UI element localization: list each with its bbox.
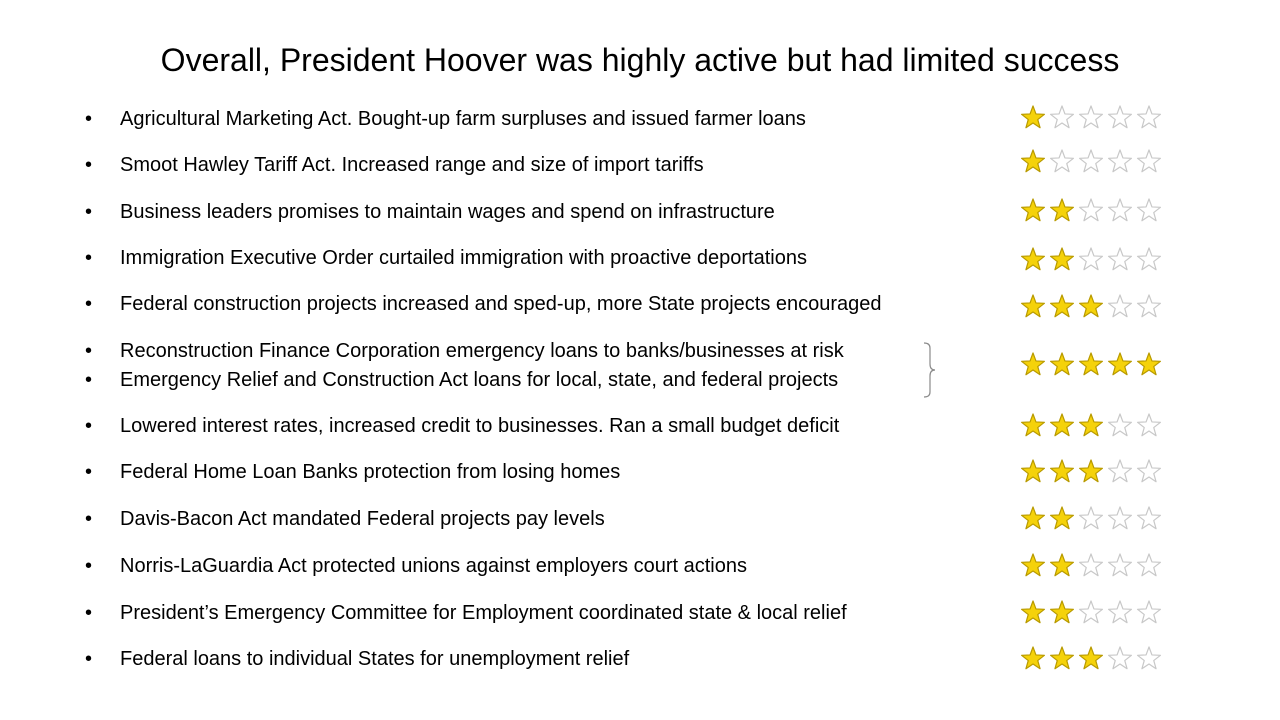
item-text: Davis-Bacon Act mandated Federal projects pay levels	[120, 508, 605, 530]
star-empty-icon	[1080, 199, 1103, 221]
item-text: Agricultural Marketing Act. Bought-up farm surpluses and issued farmer loans	[120, 108, 806, 130]
bullet: •	[85, 247, 93, 269]
star-empty-icon	[1080, 554, 1103, 576]
star-empty-icon	[1109, 647, 1132, 669]
star-empty-icon	[1138, 199, 1161, 221]
star-filled-icon	[1022, 295, 1045, 317]
item-text: Reconstruction Finance Corporation emergency loans to banks/businesses at risk	[120, 340, 844, 362]
star-filled-icon	[1051, 353, 1074, 375]
star-filled-icon	[1022, 507, 1045, 529]
item-text: Business leaders promises to maintain wages and spend on infrastructure	[120, 201, 775, 223]
star-rating	[1020, 197, 1165, 225]
star-rating	[1020, 293, 1165, 321]
star-filled-icon	[1022, 601, 1045, 623]
star-empty-icon	[1138, 414, 1161, 436]
star-empty-icon	[1080, 248, 1103, 270]
star-empty-icon	[1138, 106, 1161, 128]
star-empty-icon	[1138, 507, 1161, 529]
star-empty-icon	[1080, 106, 1103, 128]
star-filled-icon	[1051, 414, 1074, 436]
stars-svg	[1020, 505, 1165, 533]
star-filled-icon	[1022, 554, 1045, 576]
star-rating	[1020, 104, 1165, 132]
star-empty-icon	[1138, 248, 1161, 270]
star-filled-icon	[1051, 647, 1074, 669]
star-rating	[1020, 599, 1165, 627]
bullet: •	[85, 340, 93, 362]
star-filled-icon	[1080, 647, 1103, 669]
right-brace-icon	[920, 342, 940, 398]
item-text: Federal loans to individual States for unemployment relief	[120, 648, 630, 670]
stars-svg	[1020, 104, 1165, 132]
star-filled-icon	[1051, 507, 1074, 529]
star-filled-icon	[1022, 248, 1045, 270]
star-filled-icon	[1022, 199, 1045, 221]
star-empty-icon	[1109, 554, 1132, 576]
star-filled-icon	[1022, 106, 1045, 128]
stars-svg	[1020, 412, 1165, 440]
item-text: President’s Emergency Committee for Employment coordinated state & local relief	[120, 602, 847, 624]
star-rating	[1020, 552, 1165, 580]
bullet: •	[85, 369, 93, 391]
item-text: Smoot Hawley Tariff Act. Increased range and size of import tariffs	[120, 154, 704, 176]
star-rating	[1020, 412, 1165, 440]
star-empty-icon	[1109, 507, 1132, 529]
star-empty-icon	[1109, 199, 1132, 221]
star-filled-icon	[1022, 647, 1045, 669]
bullet: •	[85, 461, 93, 483]
bullet: •	[85, 293, 93, 315]
star-empty-icon	[1051, 150, 1074, 172]
item-text: Immigration Executive Order curtailed immigration with proactive deportations	[120, 247, 807, 269]
star-empty-icon	[1138, 554, 1161, 576]
star-empty-icon	[1109, 460, 1132, 482]
star-empty-icon	[1080, 601, 1103, 623]
star-filled-icon	[1051, 601, 1074, 623]
bullet: •	[85, 201, 93, 223]
star-filled-icon	[1080, 460, 1103, 482]
star-filled-icon	[1022, 460, 1045, 482]
stars-svg	[1020, 293, 1165, 321]
stars-svg	[1020, 645, 1165, 673]
bullet: •	[85, 648, 93, 670]
stars-svg	[1020, 458, 1165, 486]
item-text: Emergency Relief and Construction Act loans for local, state, and federal projects	[120, 369, 839, 391]
star-empty-icon	[1109, 295, 1132, 317]
star-filled-icon	[1022, 414, 1045, 436]
bullet: •	[85, 108, 93, 130]
bullet: •	[85, 555, 93, 577]
item-text: Norris-LaGuardia Act protected unions against employers court actions	[120, 555, 747, 577]
star-filled-icon	[1138, 353, 1161, 375]
slide-title: Overall, President Hoover was highly active but had limited success	[160, 42, 1120, 78]
bullet: •	[85, 602, 93, 624]
star-empty-icon	[1109, 106, 1132, 128]
stars-svg	[1020, 599, 1165, 627]
star-filled-icon	[1022, 353, 1045, 375]
bullet: •	[85, 154, 93, 176]
star-filled-icon	[1051, 295, 1074, 317]
star-filled-icon	[1109, 353, 1132, 375]
star-rating	[1020, 148, 1165, 176]
item-text: Federal Home Loan Banks protection from losing homes	[120, 461, 621, 483]
star-filled-icon	[1051, 248, 1074, 270]
star-rating	[1020, 458, 1165, 486]
star-empty-icon	[1109, 150, 1132, 172]
star-empty-icon	[1138, 295, 1161, 317]
star-filled-icon	[1051, 460, 1074, 482]
star-empty-icon	[1051, 106, 1074, 128]
star-empty-icon	[1109, 248, 1132, 270]
star-filled-icon	[1022, 150, 1045, 172]
star-empty-icon	[1138, 150, 1161, 172]
stars-svg	[1020, 197, 1165, 225]
star-rating	[1020, 246, 1165, 274]
stars-svg	[1020, 246, 1165, 274]
bullet: •	[85, 415, 93, 437]
star-rating	[1020, 505, 1165, 533]
star-rating	[1020, 351, 1165, 379]
stars-svg	[1020, 351, 1165, 379]
star-filled-icon	[1051, 554, 1074, 576]
star-filled-icon	[1080, 353, 1103, 375]
stars-svg	[1020, 552, 1165, 580]
star-empty-icon	[1080, 507, 1103, 529]
item-text: Federal construction projects increased and sped-up, more State projects encouraged	[120, 293, 882, 315]
star-empty-icon	[1109, 601, 1132, 623]
star-rating	[1020, 645, 1165, 673]
star-empty-icon	[1138, 647, 1161, 669]
star-filled-icon	[1080, 295, 1103, 317]
star-empty-icon	[1080, 150, 1103, 172]
star-empty-icon	[1109, 414, 1132, 436]
item-text: Lowered interest rates, increased credit to businesses. Ran a small budget deficit	[120, 415, 840, 437]
star-empty-icon	[1138, 460, 1161, 482]
star-filled-icon	[1080, 414, 1103, 436]
bullet: •	[85, 508, 93, 530]
star-filled-icon	[1051, 199, 1074, 221]
stars-svg	[1020, 148, 1165, 176]
star-empty-icon	[1138, 601, 1161, 623]
